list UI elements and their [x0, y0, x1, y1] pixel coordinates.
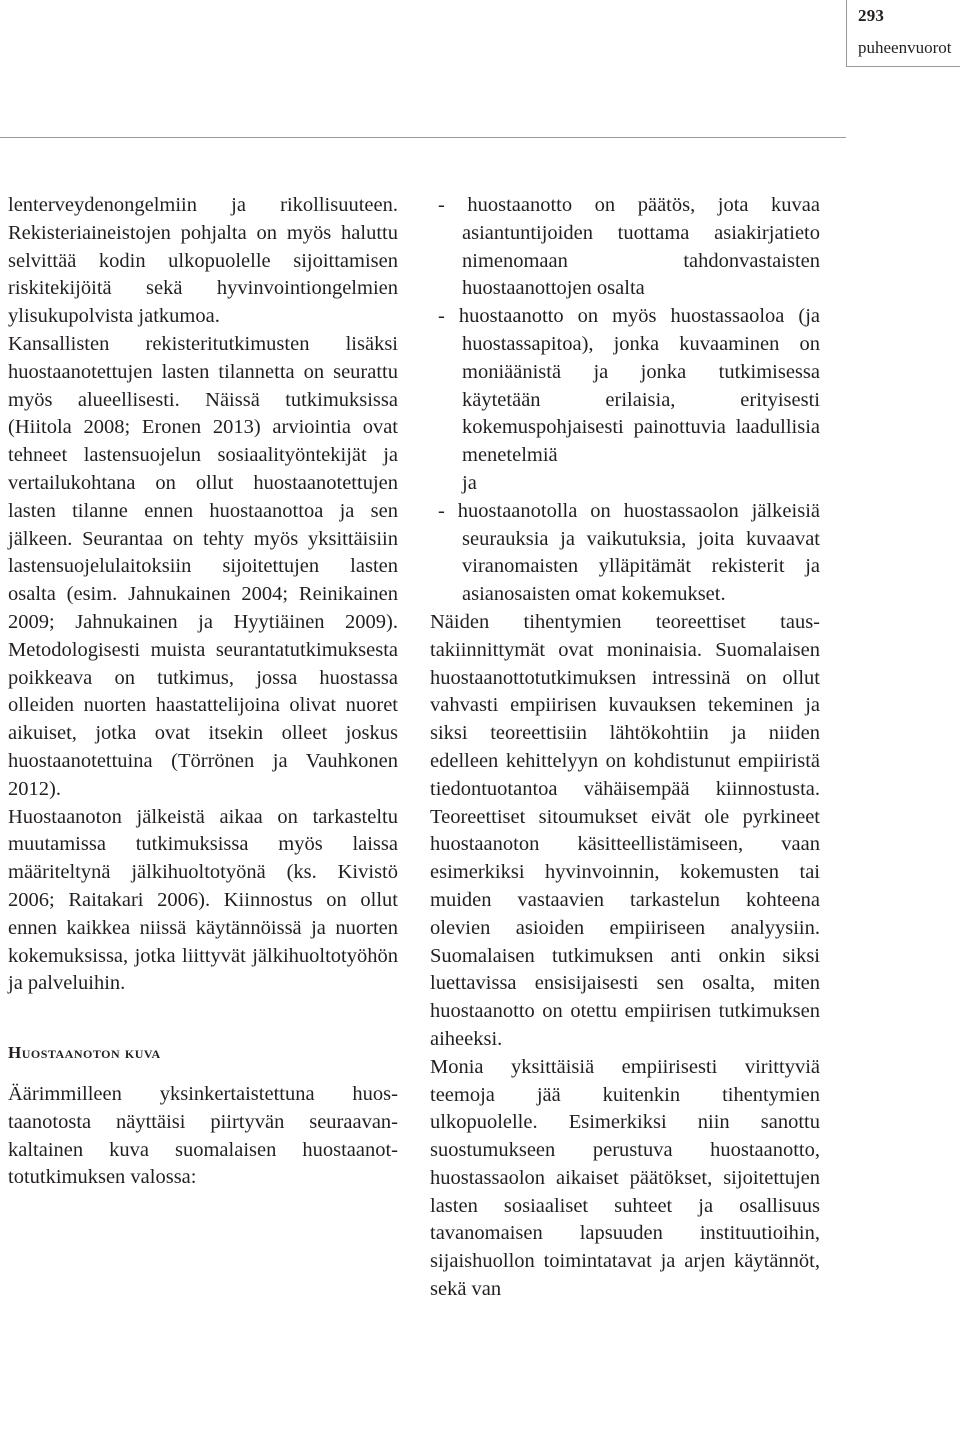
paragraph: Kansallisten rekisteritutkimusten lisäksi huostaanotettujen lasten tilannetta on seurattu myös alueellisesti. Näissä tutkimuksissa (Hiitola 2008; Eronen 2013) arviointia ovat tehneet lastensuojelun sosiaalityöntekijät ja vertailukohtana on ollut huostaanotettujen lasten tilanne ennen huostaanottoa ja sen jälkeen. Seurantaa on tehty myös yksittäisiin lastensuojelulaitoksiin sijoitettujen lasten osalta (esim. Jahnukainen 2004; Reinikainen 2009; Jahnukainen ja Hyytiäinen 2009). Metodologisesti muista seurantatutkimuksesta poikkeava on tutkimus, jossa huostassa olleiden nuorten haastattelijoina olivat nuoret aikuiset, jotka ovat itsekin olleet joskus huostaanotettuina (Törrönen ja Vauhkonen 2012). — [8, 332, 398, 800]
paragraph: lenterveydenongelmiin ja rikollisuuteen. Rekisteriaineistojen pohjalta on myös haluttu selvittää kodin ulkopuolelle sijoittamisen riskitekijöitä sekä hyvinvointiongelmien ylisukupolvista jatkumoa. — [8, 194, 398, 328]
page-number: 293 — [858, 6, 885, 25]
left-column — [8, 192, 398, 1192]
paragraph: Huostaanoton jälkeistä aikaa on tarkasteltu muutamissa tutkimuksissa myös laissa määriteltynä jälkihuoltotyönä (ks. Kivistö 2006; Raitakari 2006). Kiinnostus on ollut ennen kaikkea niissä käytännöissä ja nuorten kokemuksissa, jotka liittyvät jälkihuoltotyöhön ja palveluihin. — [8, 805, 398, 995]
right-column — [430, 192, 820, 1304]
list-item: - huostaanotolla on huostassaolon jälkeisiä seurauksia ja vaikutuksia, joita kuvaavat viranomaisten ylläpitämät rekisterit ja asianosaisten omat kokemukset. — [438, 499, 820, 606]
section-heading: Huostaanoton kuva — [8, 1043, 161, 1063]
section-label: puheenvuorot — [858, 38, 952, 57]
list-item: - huostaanotto on myös huostassaoloa (ja huostassapitoa), jonka kuvaaminen on moniäänistä ja jonka tutkimisessa käytetään erilaisia, erityisesti kokemuspohjaisesti painottuvia laadullisia menetelmiä — [438, 305, 820, 467]
paragraph: Näiden tihentymien teoreettiset taustakiinnittymät ovat moninaisia. Suomalaisen huostaanottotutkimuksen intressinä on ollut vahvasti empiirisen kuvauksen tekeminen ja siksi teoreettisiin lähtökohtiin ja niiden edelleen kehittelyyn on kohdistunut empiiristä tiedontuotantoa vähäisempää kiinnostusta. Teoreettiset sitoumukset eivät ole pyrkineet huostaanoton käsitteellistämiseen, vaan esimerkiksi hyvinvoinnin, kokemusten tai muiden vastaavien tarkastelun kohteena olevien asioiden empiiriseen analyysiin. Suomalaisen tutkimuksen anti onkin siksi luettavissa ensisijaisesti sen osalta, miten huostaanotto on otettu empiirisen tutkimuksen aiheeksi. — [430, 610, 820, 1050]
paragraph: Monia yksittäisiä empiirisesti virittyviä teemoja jää kuitenkin tihentymien ulkopuolelle. Esimerkiksi niin sanottu suostumukseen perustuva huostaanotto, huostassaolon aikaiset päätökset, sijoitettujen lasten sosiaaliset suhteet ja osallisuus tavanomaisen lapsuuden instituutioihin, sijaishuollon toimintatavat ja arjen käytännöt, sekä van — [430, 1055, 820, 1301]
header-divider — [0, 137, 846, 138]
bullet-list — [438, 192, 820, 470]
paragraph: Äärimmilleen yksinkertaistettuna huostaanotosta näyttäisi piirtyvän seuraavankaltainen kuva suomalaisen huostaanottotutkimuksen valossa: — [8, 1082, 398, 1189]
bullet-list-continued — [438, 498, 820, 609]
list-item: - huostaanotto on päätös, jota kuvaa asiantuntijoiden tuottama asiakirjatieto nimenomaan tahdonvastaisten huostaanottojen osalta — [438, 194, 820, 300]
list-conjunction: ja — [462, 471, 477, 494]
